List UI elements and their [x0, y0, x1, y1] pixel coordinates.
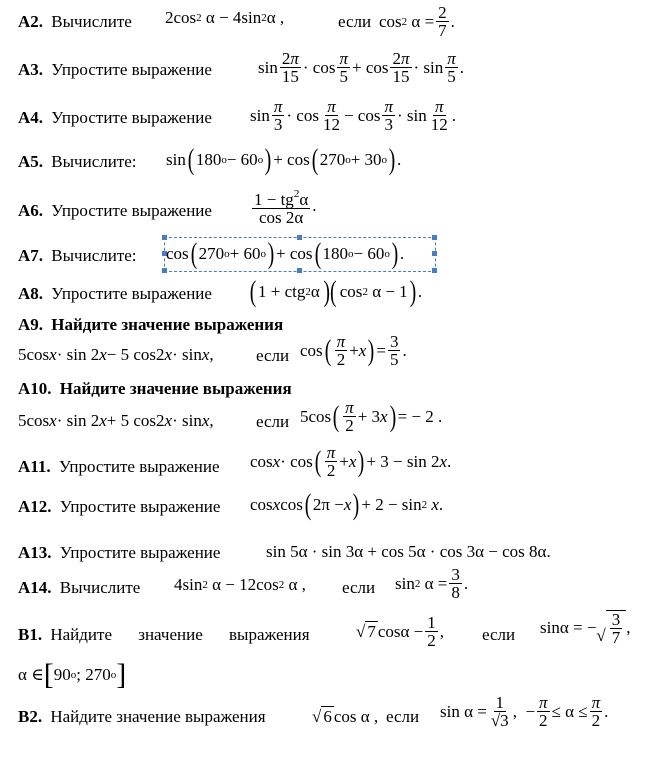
problem-a8 — [18, 284, 212, 304]
problem-prompt: Найдите значение выражения — [50, 625, 310, 644]
expression: √ 7 cosα − $\frac{1}{2}$ , — [356, 613, 444, 650]
expression: $\frac{1 - tg^2\alpha}{\cos 2\alpha}$ . — [254, 188, 317, 227]
expression: 5cos x · sin 2 x + 5 cos2 x · sin x , — [18, 411, 214, 430]
condition-word: если — [342, 578, 376, 597]
problem-a11 — [18, 457, 220, 477]
expression: ( 1 + ctg 2 α )( cos 2 α − 1 ) . — [249, 275, 422, 308]
problem-label: A3. — [18, 60, 44, 79]
expression: cos x · cos ( $\frac{\pi}{2}$ + x ) + 3 − sin 2 x . — [250, 443, 452, 480]
problem-label: A12. — [18, 497, 52, 516]
problem-a6 — [18, 201, 212, 221]
problem-label: A9. — [18, 315, 44, 334]
problem-prompt: Найдите значение выражения — [59, 379, 292, 398]
problem-label: A14. — [18, 578, 52, 597]
expression: cos ( 270 o + 60 o ) + cos ( 180 o − 60 o ) . — [166, 237, 405, 270]
resize-handle[interactable] — [432, 235, 437, 240]
condition: cos 2 α = $\frac{2}{7}$ . — [379, 3, 455, 40]
condition: 5cos ( $\frac{\pi}{2}$ + 3 x ) = − 2 . — [300, 398, 443, 435]
problem-label: A11. — [18, 457, 51, 476]
problem-prompt: Найдите значение выражения — [51, 315, 284, 334]
problem-label: A6. — [18, 201, 44, 220]
problem-label: B1. — [18, 625, 43, 644]
problem-a7 — [18, 246, 137, 266]
problem-label: B2. — [18, 707, 43, 726]
condition: sin 2 α = $\frac{3}{8}$ . — [395, 565, 469, 602]
problem-prompt: Упростите выражение — [51, 284, 212, 303]
problem-prompt: Упростите выражение — [51, 60, 212, 79]
problem-a14 — [18, 578, 140, 598]
problem-b1 — [18, 625, 310, 645]
expression: sin 5α · sin 3α + cos 5α · cos 3α − cos 8α. — [266, 542, 551, 561]
problem-a4 — [18, 108, 212, 128]
resize-handle[interactable] — [432, 268, 437, 273]
problem-a13 — [18, 543, 220, 563]
problem-label: A5. — [18, 152, 44, 171]
expression: sin ( 180 o − 60 o ) + cos ( 270 o + 30 o ) . — [166, 143, 402, 176]
condition-word: если — [256, 346, 290, 365]
problem-label: A8. — [18, 284, 44, 303]
problem-prompt: Вычислите — [59, 578, 141, 597]
problem-prompt: Упростите выражение — [51, 201, 212, 220]
problem-label: A13. — [18, 543, 52, 562]
problem-label: A10. — [18, 379, 52, 398]
condition-word: если — [256, 412, 290, 431]
problem-label: A4. — [18, 108, 44, 127]
expression: 5cos x · sin 2 x − 5 cos2 x · sin x , — [18, 345, 214, 364]
expression: sin $\frac{\pi}{3}$ · cos $\frac{\pi}{12}$ − cos $\frac{\pi}{3}$ · sin $\frac{\pi}{12}$ . — [250, 97, 456, 134]
condition-word: если — [386, 707, 420, 726]
problem-b2 — [18, 707, 266, 727]
expression: 4sin 2 α − 12cos 2 α , — [174, 575, 306, 594]
problem-label: A7. — [18, 246, 44, 265]
problem-prompt: Упростите выражение — [58, 457, 220, 476]
resize-handle[interactable] — [432, 251, 437, 256]
problem-a10 — [18, 379, 292, 399]
expression: 2cos 2 α − 4sin 2 α , — [165, 8, 285, 27]
problem-prompt: Вычислите: — [51, 246, 137, 265]
problem-a3 — [18, 60, 212, 80]
problem-a9 — [18, 315, 283, 335]
condition-word: если — [338, 12, 372, 31]
problem-a5 — [18, 152, 137, 172]
problem-prompt: Вычислите: — [51, 152, 137, 171]
problem-prompt: Упростите выражение — [51, 108, 212, 127]
problem-prompt: Упростите выражение — [59, 543, 221, 562]
problem-prompt: Вычислите — [51, 12, 132, 31]
expression: √ 6 cos α , — [312, 706, 379, 726]
problem-label: A2. — [18, 12, 44, 31]
condition: sinα = − √ $\frac{3}{7}$ , — [540, 610, 631, 647]
problem-prompt: Упростите выражение — [59, 497, 221, 516]
problem-a2 — [18, 12, 132, 32]
expression: sin $\frac{2\pi}{15}$ · cos $\frac{\pi}{5}$ + cos $\frac{2\pi}{15}$ · sin $\frac{\pi}{5}$ . — [258, 49, 465, 86]
condition: cos ( $\frac{\pi}{2}$ + x ) = $\frac{3}{5}$ . — [300, 332, 407, 369]
expression: cos x cos ( 2π − x ) + 2 − sin 2 x . — [250, 488, 444, 521]
domain: α ∈ [ 90 o ; 270 o ] — [18, 658, 127, 691]
condition-word: если — [482, 625, 516, 644]
condition: sin α = $\frac{1}{√3}$ , − $\frac{\pi}{2}$ ≤ α ≤ $\frac{\pi}{2}$ . — [440, 693, 609, 730]
problem-a12 — [18, 497, 220, 517]
problem-prompt: Найдите значение выражения — [50, 707, 266, 726]
